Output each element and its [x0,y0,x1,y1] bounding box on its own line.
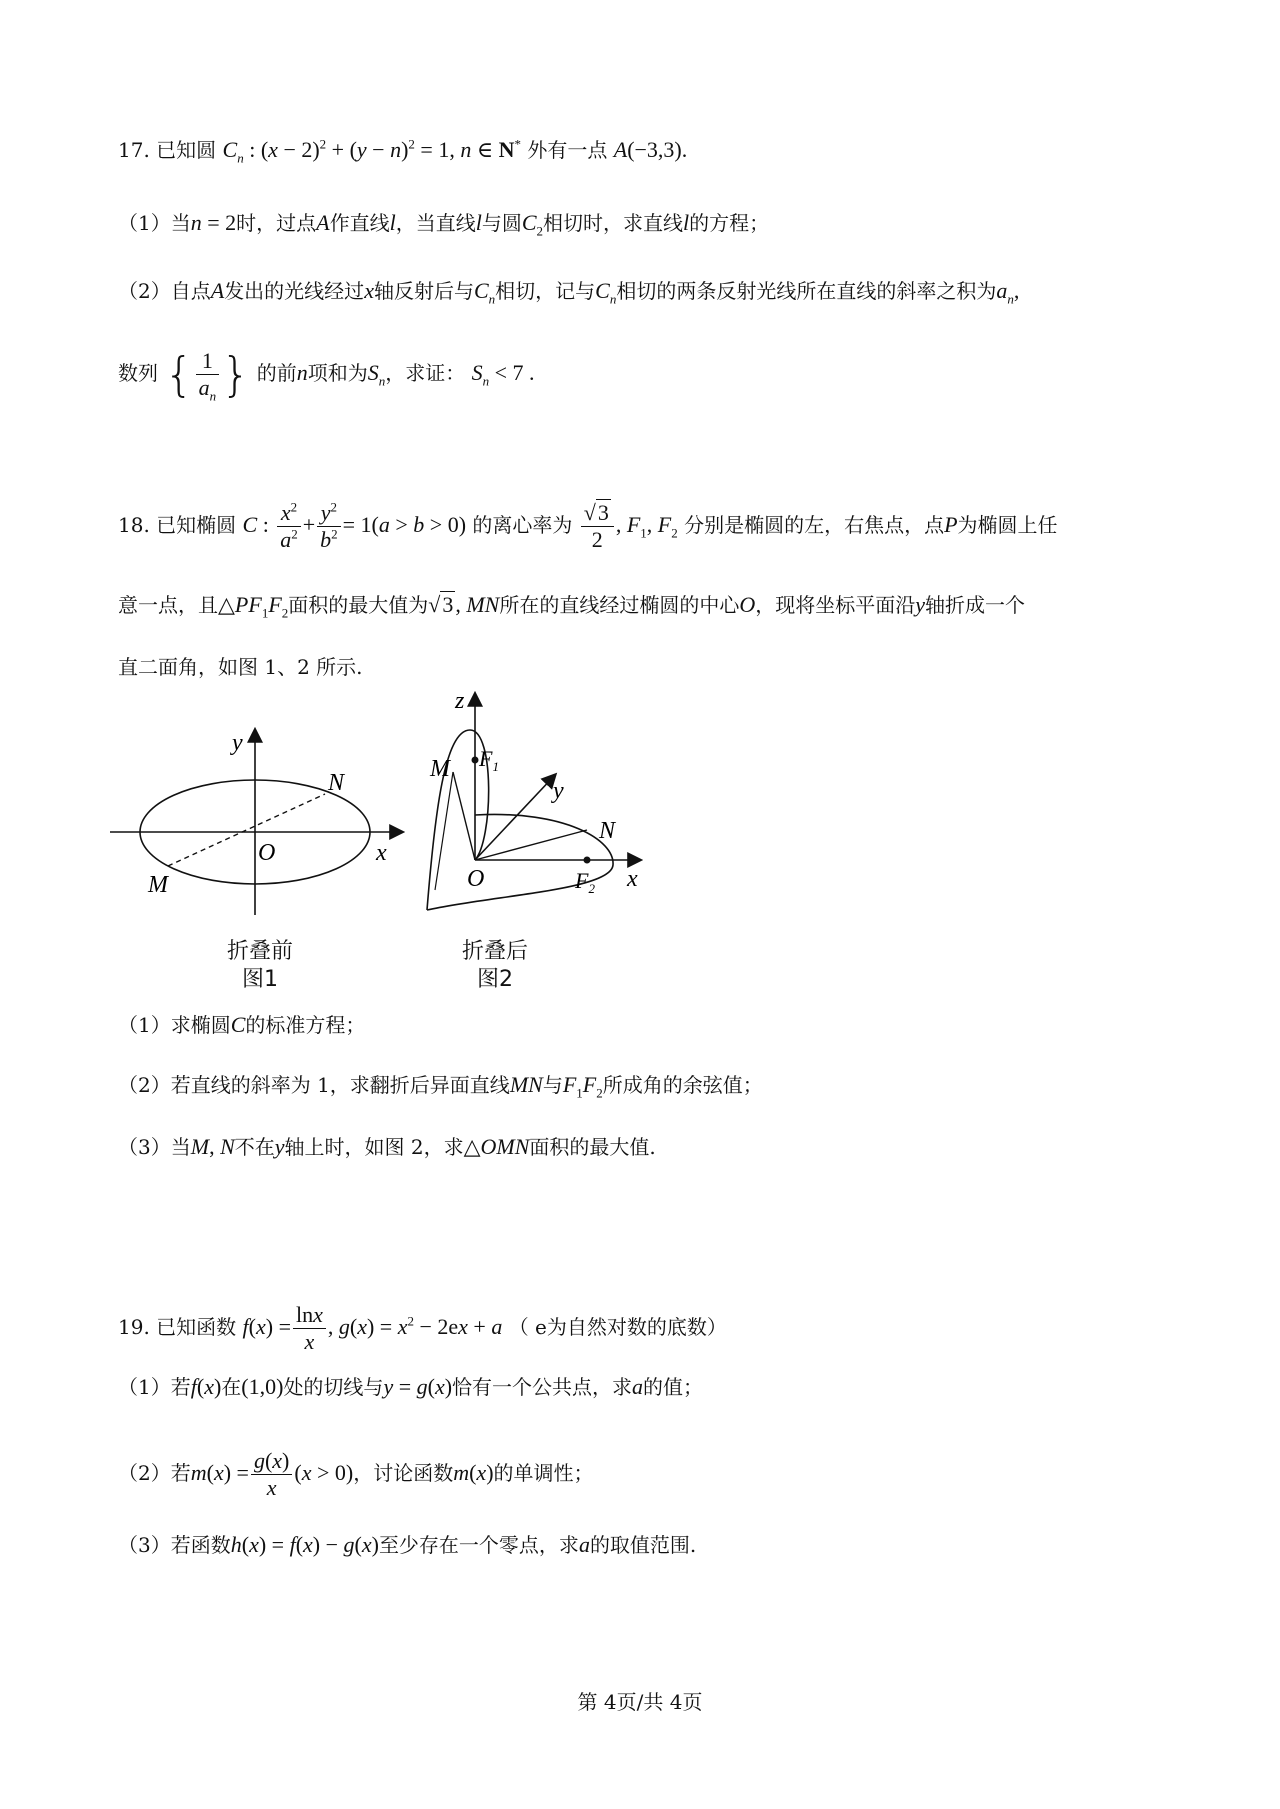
q19-sub3: （3）若函数h(x) = f(x) − g(x)至少存在一个零点，求a的取值范围. [118,1532,697,1557]
q19-sub2: （2）若m(x) = $\frac{g(x)}{x}$ (x > 0)，讨论函数m(x)的单调性； [118,1448,594,1500]
q18-stem-line2: 意一点，且$\triangle PF_1F_2$面积的最大值为√3, MN所在的直线经过椭圆的中心O，现将坐标平面沿y轴折成一个 [118,592,1025,621]
q19-stem: 19. 已知函数 f(x) = $\frac{\ln x}{x}$ , $g(x) = x^2 - 2ex + a$ （ e为自然对数的底数） [118,1302,727,1354]
q18-sub3: （3）当M, N不在y轴上时，如图 2，求△OMN面积的最大值. [118,1134,656,1159]
label-x: x [627,866,638,892]
label-x: x [376,840,387,866]
label-y: y [553,778,564,804]
q17-sub2-line2: 数列 { $\frac{1}{a_n}$ } 的前n项和为$S_n$，求证： $S_n < 7$ . [118,347,535,404]
label-f2: $F_2$ [575,868,595,896]
figure-2-caption: 折叠后 图2 [461,939,528,992]
label-y: y [232,730,243,756]
q18-sub1: （1）求椭圆C的标准方程； [118,1012,366,1037]
figure-2-folded [415,690,665,935]
label-n: N [328,770,345,796]
q18-stem-line3: 直二面角，如图 1、2 所示. [118,655,363,679]
q17-sub2: （2）自点A发出的光线经过x轴反射后与$C_n$相切，记与$C_n$相切的两条反射光线所在直线的斜率之积为$a_n$, [118,278,1020,307]
segment-on [475,830,587,860]
segment-mn-lower [435,772,453,890]
focus-f1 [472,757,479,764]
q17-sub1: （1）当n = 2时，过点A作直线l，当直线l与圆$C_2$相切时，求直线l的方程； [118,210,770,239]
label-o: O [258,840,276,866]
label-z: z [455,690,465,714]
page-footer: 第 4页/共 4页 [577,1690,703,1714]
label-o: O [467,866,485,892]
focus-f2 [584,857,591,864]
q18-stem: 18. 已知椭圆 C : $\frac{x^2}{a^2}$ + $\frac{y^2}{b^2}$ = 1(a > b > 0) 的离心率为 $\frac{√3}{2}$ , $F_1$, $F_2$ 分别是椭圆的左，右焦点，点P为椭圆上任 [118,499,1058,552]
label-f1: $F_1$ [479,746,499,774]
figure-1-caption: 折叠前 图1 [226,939,293,992]
segment-om [453,772,475,860]
q18-sub2: （2）若直线的斜率为 1，求翻折后异面直线MN与$F_1F_2$所成角的余弦值； [118,1072,763,1101]
q19-sub1: （1）若f(x)在(1,0)处的切线与y = g(x)恰有一个公共点，求a的值； [118,1374,704,1399]
q17-stem: 17. 已知圆 $C_n$ : $(x - 2)^2 + (y - n)^2 = 1$, n ∈ N* 外有一点 A(−3,3). [118,136,688,166]
label-n: N [599,818,616,844]
label-m: M [430,756,450,782]
figure-1-ellipse [110,720,410,930]
label-m: M [148,872,168,898]
chord-mn [168,794,325,866]
